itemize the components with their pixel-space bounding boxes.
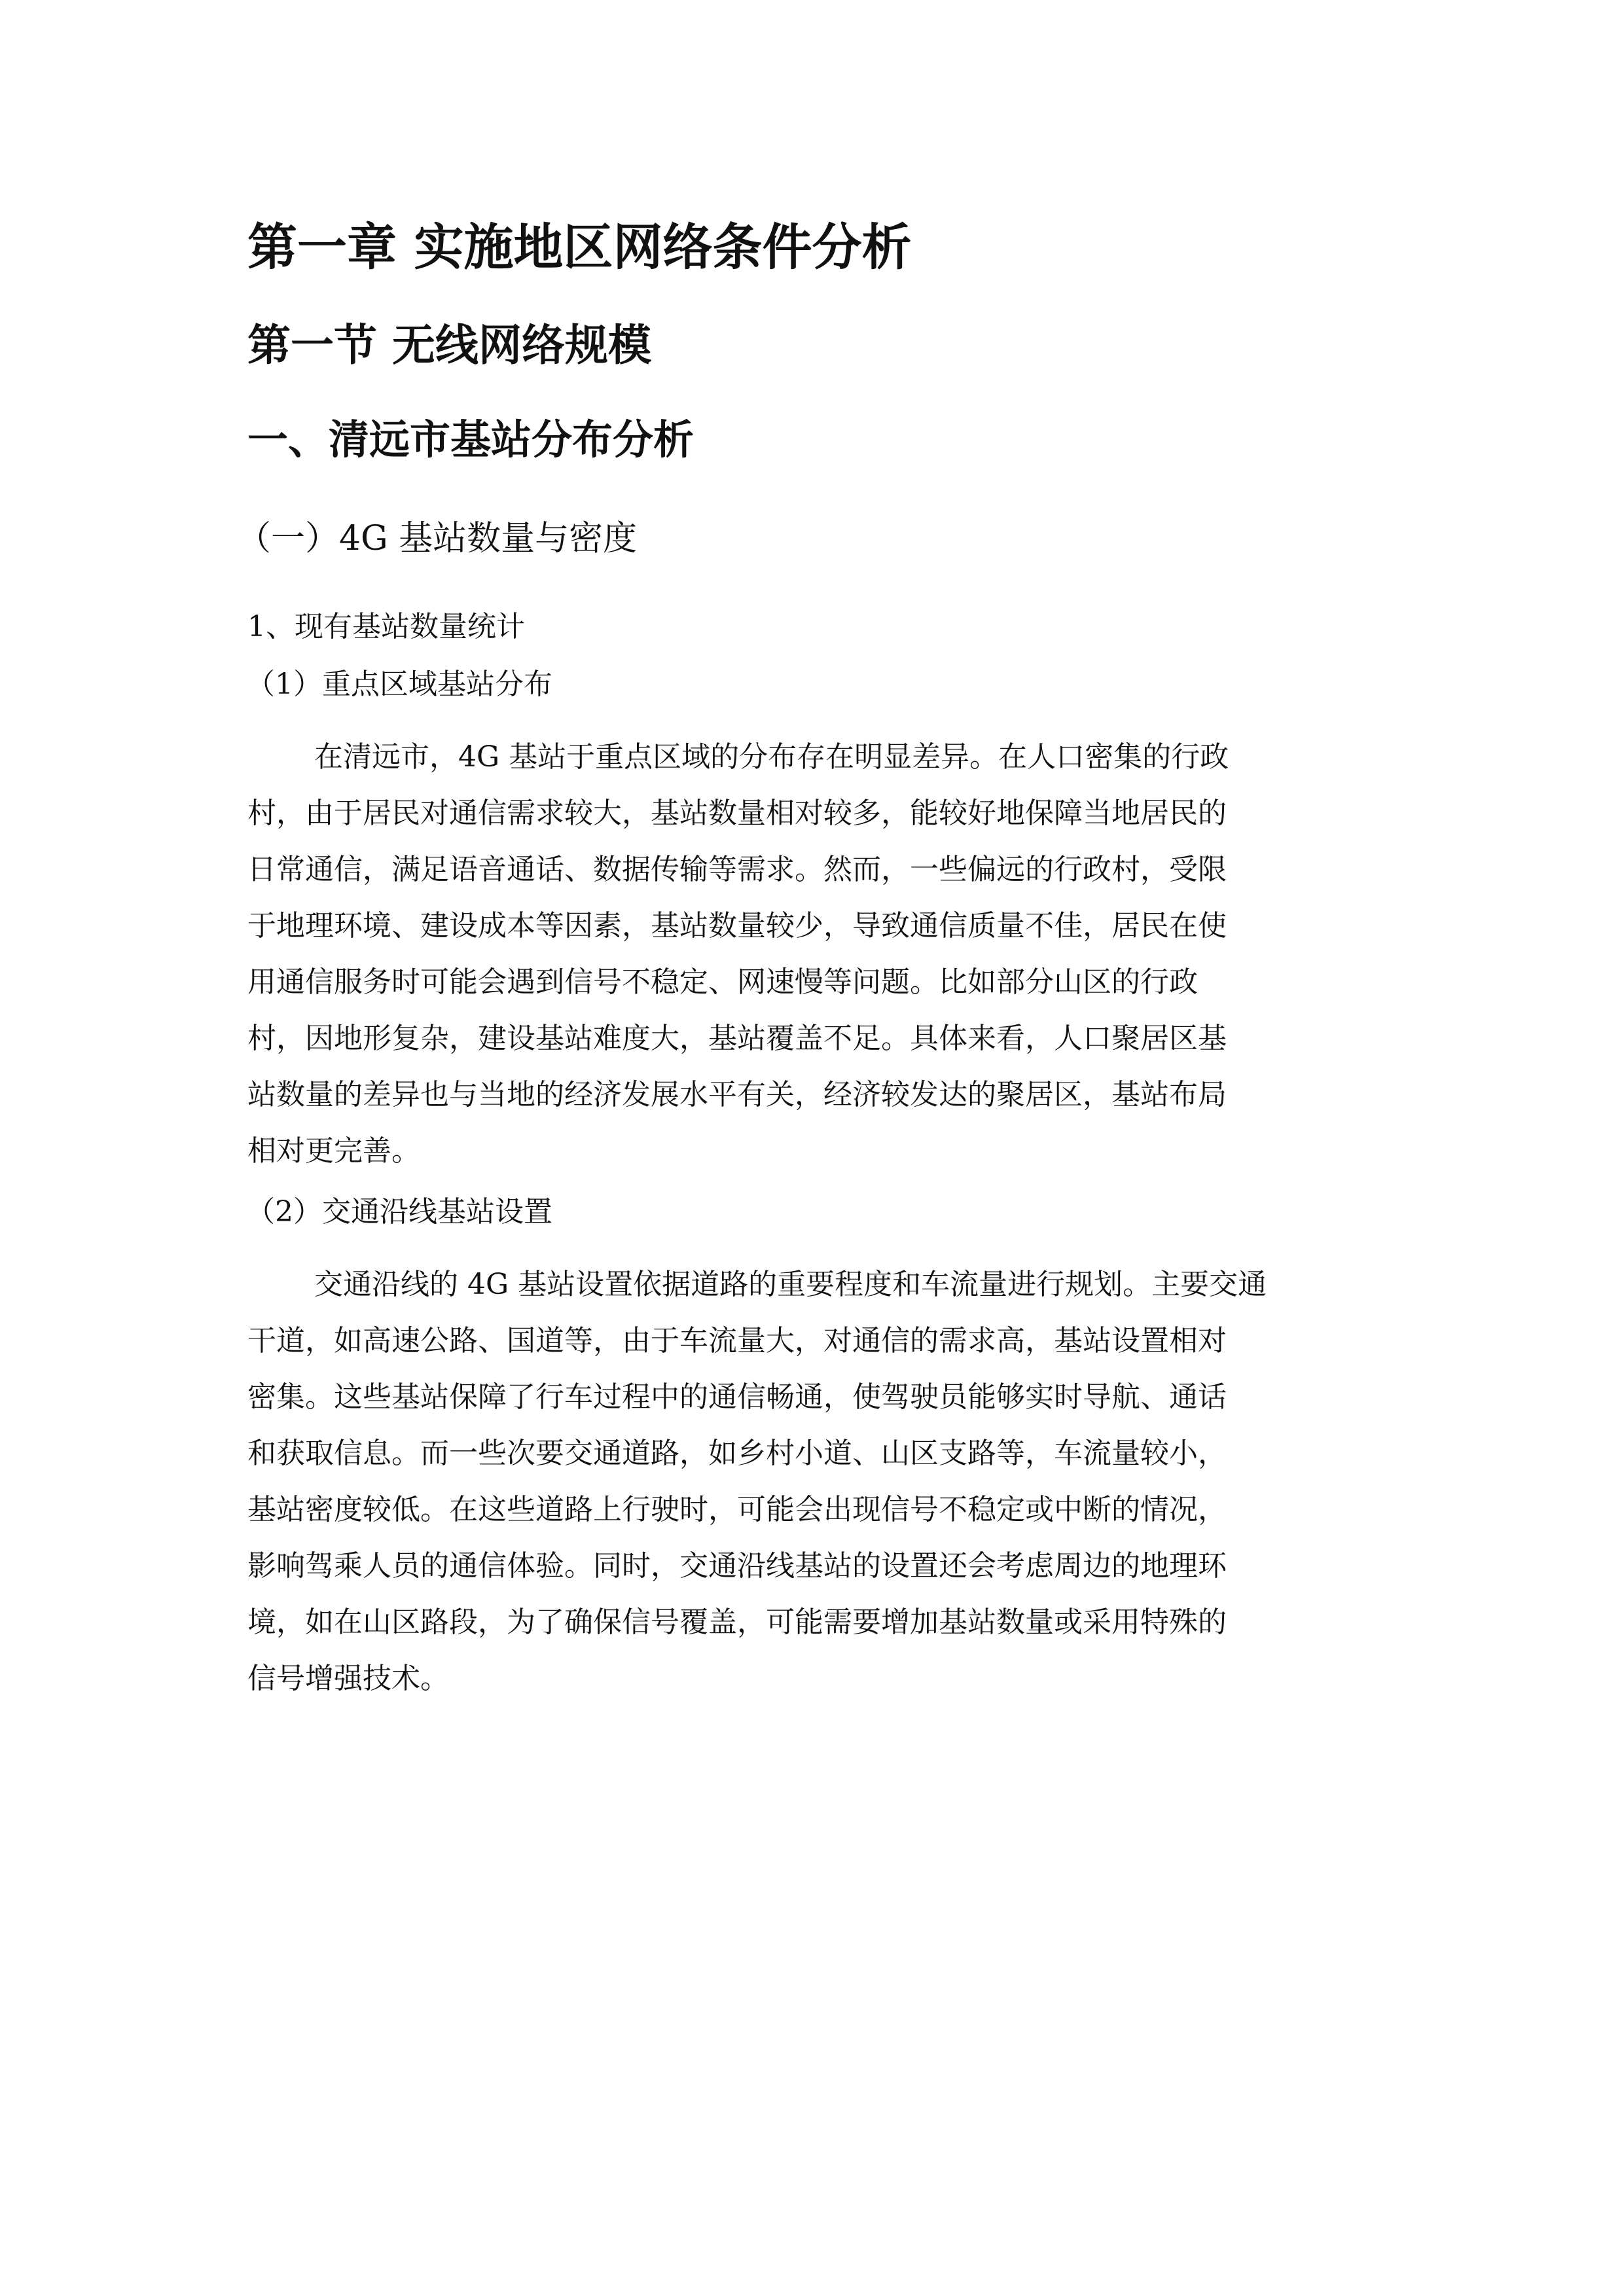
sub-item-2-title: （2）交通沿线基站设置 bbox=[246, 1195, 552, 1229]
paragraph-line: 于地理环境、建设成本等因素，基站数量较少，导致通信质量不佳，居民在使 bbox=[247, 909, 1227, 942]
section-title: 第一节 无线网络规模 bbox=[247, 320, 651, 370]
paragraph-line: 影响驾乘人员的通信体验。同时，交通沿线基站的设置还会考虑周边的地理环 bbox=[247, 1549, 1227, 1583]
paragraph-line: 站数量的差异也与当地的经济发展水平有关，经济较发达的聚居区，基站布局 bbox=[247, 1078, 1227, 1111]
chapter-title: 第一章 实施地区网络条件分析 bbox=[247, 218, 912, 276]
subsection-title: 一、清远市基站分布分析 bbox=[247, 416, 695, 463]
paragraph-line: 村，因地形复杂，建设基站难度大，基站覆盖不足。具体来看，人口聚居区基 bbox=[247, 1022, 1227, 1055]
paragraph-line: 基站密度较低。在这些道路上行驶时，可能会出现信号不稳定或中断的情况， bbox=[247, 1493, 1227, 1526]
item-title: 1、现有基站数量统计 bbox=[247, 610, 525, 643]
paragraph-traffic-line-sites bbox=[247, 1257, 1399, 1707]
sub-subsection-title: （一）4G 基站数量与密度 bbox=[237, 519, 638, 558]
paragraph-line: 交通沿线的 4G 基站设置依据道路的重要程度和车流量进行规划。主要交通 bbox=[314, 1268, 1267, 1301]
paragraph-line: 和获取信息。而一些次要交通道路，如乡村小道、山区支路等，车流量较小， bbox=[247, 1437, 1227, 1470]
paragraph-line: 境，如在山区路段，为了确保信号覆盖，可能需要增加基站数量或采用特殊的 bbox=[247, 1605, 1227, 1639]
paragraph-line: 相对更完善。 bbox=[247, 1134, 420, 1168]
paragraph-line: 密集。这些基站保障了行车过程中的通信畅通，使驾驶员能够实时导航、通话 bbox=[247, 1380, 1227, 1414]
paragraph-key-area-distribution bbox=[247, 729, 1399, 1179]
paragraph-line: 在清远市，4G 基站于重点区域的分布存在明显差异。在人口密集的行政 bbox=[314, 740, 1229, 774]
paragraph-line: 村，由于居民对通信需求较大，基站数量相对较多，能较好地保障当地居民的 bbox=[247, 797, 1227, 830]
document-body bbox=[237, 208, 1399, 1707]
paragraph-line: 用通信服务时可能会遇到信号不稳定、网速慢等问题。比如部分山区的行政 bbox=[247, 965, 1198, 999]
sub-item-1-title: （1）重点区域基站分布 bbox=[246, 668, 552, 701]
paragraph-line: 干道，如高速公路、国道等，由于车流量大，对通信的需求高，基站设置相对 bbox=[247, 1324, 1227, 1357]
paragraph-line: 信号增强技术。 bbox=[247, 1662, 449, 1695]
paragraph-line: 日常通信，满足语音通话、数据传输等需求。然而，一些偏远的行政村，受限 bbox=[247, 853, 1227, 886]
